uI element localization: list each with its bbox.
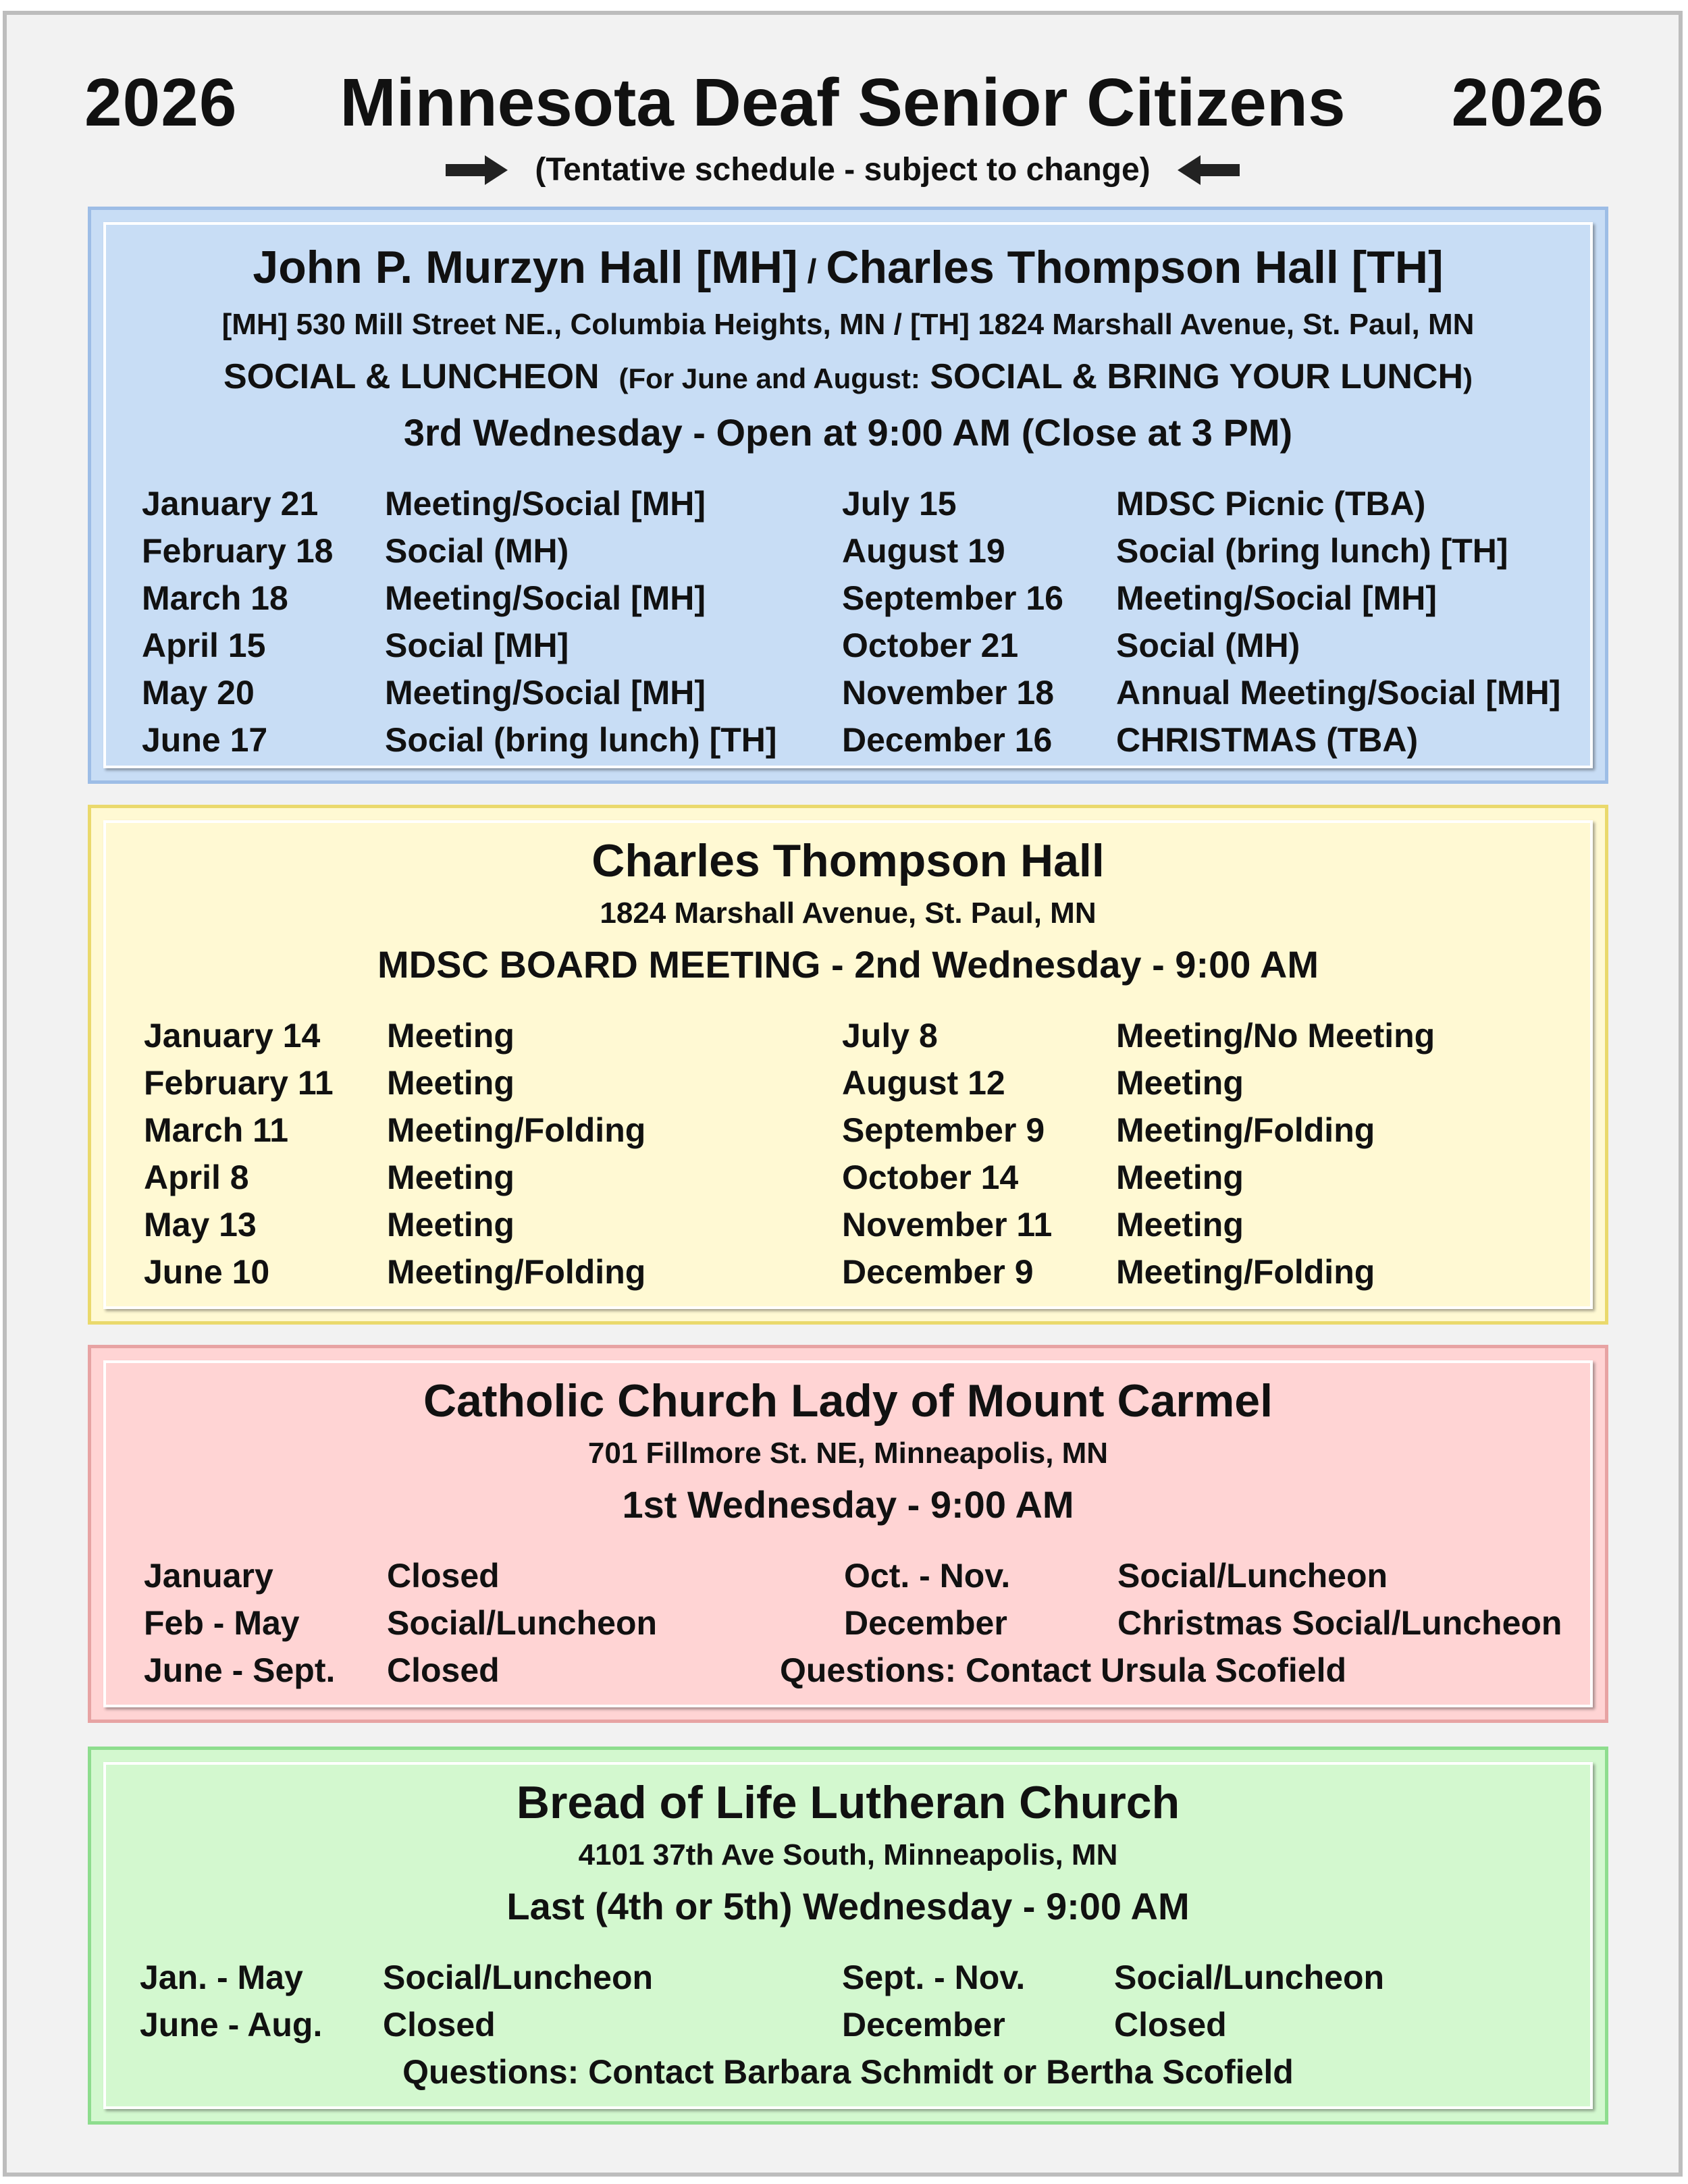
table-row — [91, 1059, 1605, 1107]
contact-note-row — [91, 2048, 1605, 2096]
date-cell: October 14 — [842, 1158, 1019, 1196]
contact-note: Questions: Contact Ursula Scofield — [780, 1651, 1347, 1689]
table-row — [91, 575, 1605, 622]
arrow-right-icon — [446, 155, 508, 185]
year-right: 2026 — [1451, 65, 1604, 140]
event-cell: Social/Luncheon — [387, 1604, 658, 1642]
table-row — [91, 1647, 1605, 1694]
date-cell: April 15 — [142, 627, 266, 664]
event-cell: Social/Luncheon — [383, 1959, 654, 1996]
section-title: Bread of Life Lutheran Church — [516, 1777, 1180, 1828]
event-cell: Meeting/Social [MH] — [1116, 579, 1438, 617]
event-cell: Social (MH) — [385, 532, 569, 570]
event-cell: CHRISTMAS (TBA) — [1116, 721, 1419, 759]
section-title — [91, 237, 1605, 302]
date-cell: February 11 — [144, 1064, 334, 1102]
date-cell: December 9 — [842, 1253, 1034, 1291]
event-cell: Social (bring lunch) [TH] — [1116, 532, 1508, 570]
event-cell: Social (MH) — [1116, 627, 1300, 664]
section-title-part: John P. Murzyn Hall [MH] — [253, 242, 798, 293]
subtitle-row — [7, 150, 1679, 190]
event-cell: Meeting/No Meeting — [1116, 1017, 1435, 1055]
event-cell: Meeting/Folding — [1116, 1111, 1375, 1149]
date-cell: November 18 — [842, 674, 1055, 712]
event-cell: Meeting/Social [MH] — [385, 579, 706, 617]
year-left: 2026 — [84, 65, 238, 140]
date-cell: Oct. - Nov. — [844, 1557, 1011, 1595]
date-cell: Feb - May — [144, 1604, 300, 1642]
date-cell: June 17 — [142, 721, 268, 759]
event-cell: Closed — [387, 1557, 500, 1595]
event-cell: Meeting — [1116, 1158, 1244, 1196]
date-cell: January 14 — [144, 1017, 321, 1055]
event-description — [91, 353, 1605, 402]
date-cell: Sept. - Nov. — [842, 1959, 1026, 1996]
event-cell: Social [MH] — [385, 627, 569, 664]
date-cell: January — [144, 1557, 273, 1595]
page-header — [7, 62, 1679, 188]
event-cell: Closed — [387, 1651, 500, 1689]
event-cell: Meeting — [387, 1017, 515, 1055]
schedule-page — [3, 11, 1683, 2177]
event-note-main: SOCIAL & BRING YOUR LUNCH — [930, 357, 1464, 396]
table-row — [91, 1107, 1605, 1154]
date-cell: March 18 — [142, 579, 288, 617]
event-cell: Meeting/Social [MH] — [385, 674, 706, 712]
table-row — [91, 669, 1605, 716]
table-row — [91, 1248, 1605, 1296]
date-cell: June - Aug. — [140, 2006, 323, 2044]
event-cell: Christmas Social/Luncheon — [1117, 1604, 1562, 1642]
event-note-prefix: (For June and August: — [618, 363, 920, 394]
date-cell: February 18 — [142, 532, 334, 570]
table-row — [91, 1012, 1605, 1059]
event-cell: Social (bring lunch) [TH] — [385, 721, 777, 759]
event-cell: Meeting — [1116, 1064, 1244, 1102]
event-cell: MDSC Picnic (TBA) — [1116, 485, 1426, 523]
title-separator: / — [797, 252, 826, 290]
table-row — [91, 2001, 1605, 2048]
date-cell: July 8 — [842, 1017, 938, 1055]
event-cell: Social/Luncheon — [1114, 1959, 1385, 1996]
date-cell: May 20 — [142, 674, 255, 712]
section-mount-carmel — [88, 1345, 1608, 1723]
date-cell: December — [842, 2006, 1005, 2044]
section-address: 4101 37th Ave South, Minneapolis, MN — [578, 1838, 1118, 1871]
date-cell: December — [844, 1604, 1007, 1642]
date-cell: January 21 — [142, 485, 319, 523]
event-main: SOCIAL & LUNCHEON — [223, 357, 600, 396]
page-title: Minnesota Deaf Senior Citizens — [340, 65, 1346, 140]
table-row — [91, 1954, 1605, 2001]
section-schedule: Last (4th or 5th) Wednesday - 9:00 AM — [506, 1885, 1190, 1927]
event-cell: Meeting — [387, 1206, 515, 1244]
contact-note: Questions: Contact Barbara Schmidt or Bertha Scofield — [402, 2053, 1294, 2091]
section-murzyn-thompson — [88, 207, 1608, 784]
event-cell: Closed — [1114, 2006, 1227, 2044]
event-cell: Social/Luncheon — [1117, 1557, 1388, 1595]
event-cell: Meeting — [387, 1158, 515, 1196]
event-cell: Meeting — [1116, 1206, 1244, 1244]
date-cell: June 10 — [144, 1253, 270, 1291]
event-cell: Meeting/Folding — [1116, 1253, 1375, 1291]
date-cell: September 16 — [842, 579, 1063, 617]
section-schedule: 3rd Wednesday - Open at 9:00 AM (Close at 3 PM) — [403, 411, 1293, 454]
table-row — [91, 716, 1605, 764]
section-title: Charles Thompson Hall — [591, 835, 1105, 886]
event-note-suffix: ) — [1463, 363, 1473, 394]
section-address: [MH] 530 Mill Street NE., Columbia Heights, MN / [TH] 1824 Marshall Avenue, St. Paul, MN — [221, 308, 1475, 341]
date-cell: May 13 — [144, 1206, 257, 1244]
section-bread-of-life — [88, 1747, 1608, 2125]
section-address: 1824 Marshall Avenue, St. Paul, MN — [600, 897, 1097, 930]
event-cell: Annual Meeting/Social [MH] — [1116, 674, 1561, 712]
date-cell: April 8 — [144, 1158, 249, 1196]
table-row — [91, 1201, 1605, 1248]
event-cell: Meeting/Folding — [387, 1111, 646, 1149]
date-cell: August 12 — [842, 1064, 1005, 1102]
table-row — [91, 1552, 1605, 1599]
section-schedule: 1st Wednesday - 9:00 AM — [622, 1483, 1074, 1526]
date-cell: August 19 — [842, 532, 1005, 570]
event-cell: Meeting — [387, 1064, 515, 1102]
date-cell: November 11 — [842, 1206, 1053, 1244]
table-row — [91, 622, 1605, 669]
date-cell: Jan. - May — [140, 1959, 303, 1996]
arrow-left-icon — [1178, 155, 1240, 185]
section-address: 701 Fillmore St. NE, Minneapolis, MN — [587, 1437, 1109, 1470]
date-cell: July 15 — [842, 485, 957, 523]
table-row — [91, 480, 1605, 527]
date-cell: March 11 — [144, 1111, 289, 1149]
event-cell: Meeting/Folding — [387, 1253, 646, 1291]
subtitle: (Tentative schedule - subject to change) — [535, 152, 1151, 188]
section-thompson-board — [88, 805, 1608, 1325]
section-title: Catholic Church Lady of Mount Carmel — [423, 1375, 1273, 1427]
table-row — [91, 1599, 1605, 1647]
event-cell: Meeting/Social [MH] — [385, 485, 706, 523]
table-row — [91, 1154, 1605, 1201]
section-schedule: MDSC BOARD MEETING - 2nd Wednesday - 9:00 AM — [377, 943, 1319, 986]
date-cell: September 9 — [842, 1111, 1045, 1149]
date-cell: October 21 — [842, 627, 1019, 664]
date-cell: December 16 — [842, 721, 1053, 759]
event-cell: Closed — [383, 2006, 496, 2044]
table-row — [91, 527, 1605, 575]
date-cell: June - Sept. — [144, 1651, 336, 1689]
section-title-part: Charles Thompson Hall [TH] — [826, 242, 1444, 293]
